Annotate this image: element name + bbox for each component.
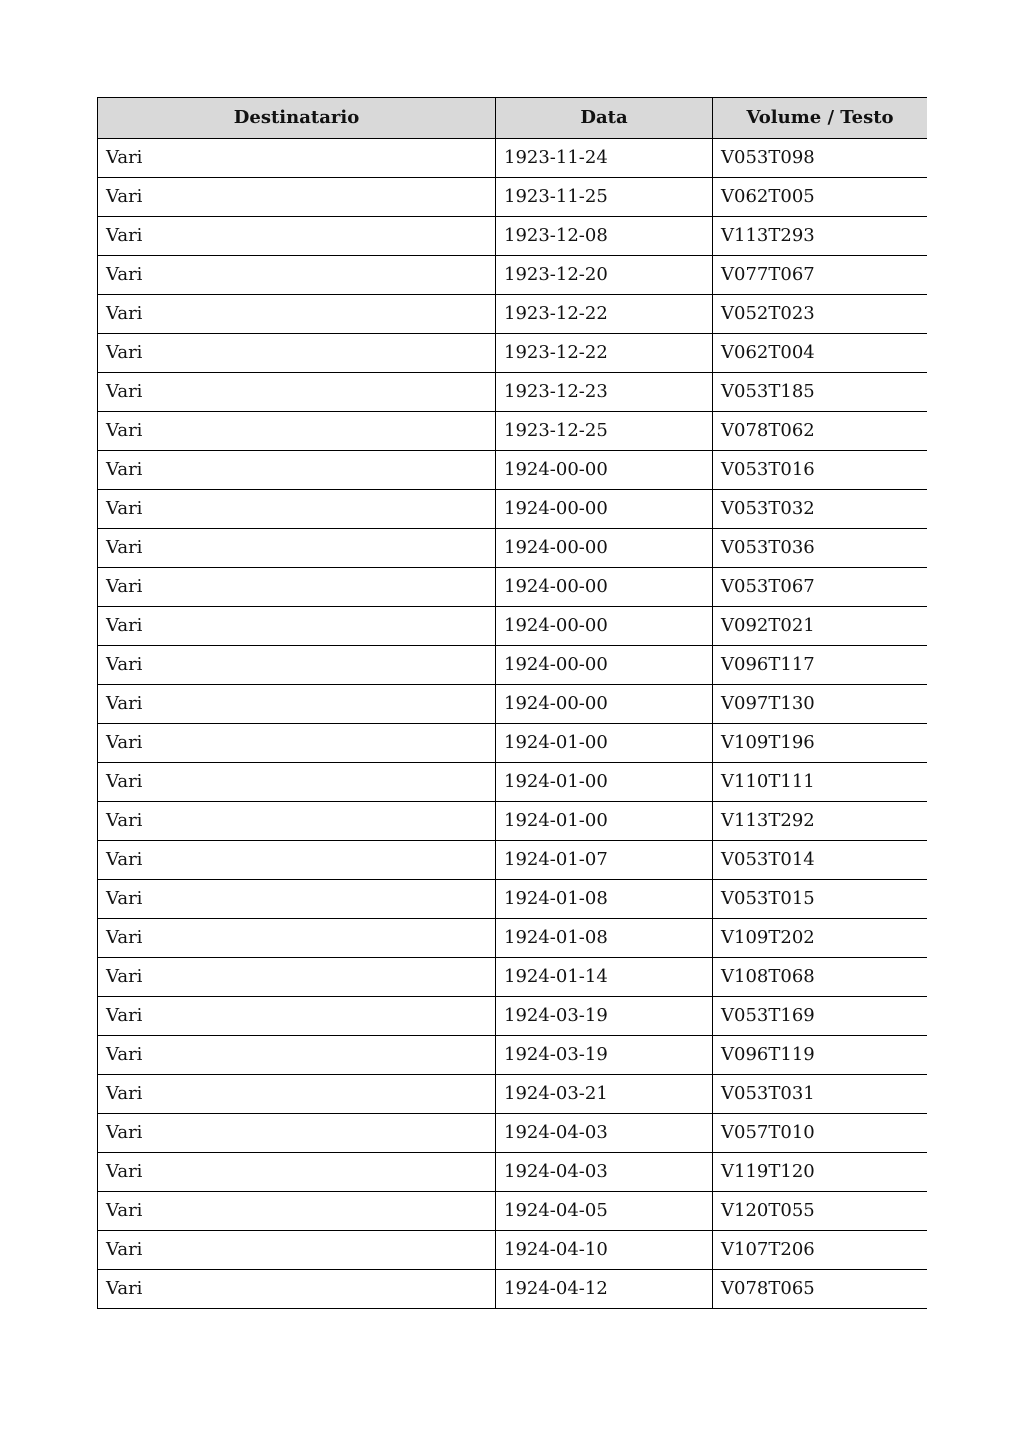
cell-data: 1924-00-00 xyxy=(496,646,713,685)
cell-volume-testo: V053T014 xyxy=(713,841,928,880)
cell-destinatario: Vari xyxy=(98,178,496,217)
cell-volume-testo: V096T117 xyxy=(713,646,928,685)
cell-data: 1924-01-00 xyxy=(496,763,713,802)
cell-data: 1924-00-00 xyxy=(496,607,713,646)
cell-volume-testo: V113T293 xyxy=(713,217,928,256)
cell-destinatario: Vari xyxy=(98,490,496,529)
table-row xyxy=(98,958,928,997)
table-row xyxy=(98,529,928,568)
cell-data: 1924-03-19 xyxy=(496,997,713,1036)
header-destinatario: Destinatario xyxy=(98,98,496,139)
header-volume-testo: Volume / Testo xyxy=(713,98,928,139)
cell-volume-testo: V078T062 xyxy=(713,412,928,451)
table-row xyxy=(98,568,928,607)
table-row xyxy=(98,607,928,646)
cell-volume-testo: V053T032 xyxy=(713,490,928,529)
table-body xyxy=(98,139,928,1309)
cell-destinatario: Vari xyxy=(98,529,496,568)
table-row xyxy=(98,1075,928,1114)
cell-destinatario: Vari xyxy=(98,295,496,334)
cell-volume-testo: V053T098 xyxy=(713,139,928,178)
table-row xyxy=(98,997,928,1036)
cell-volume-testo: V053T067 xyxy=(713,568,928,607)
cell-volume-testo: V057T010 xyxy=(713,1114,928,1153)
cell-destinatario: Vari xyxy=(98,958,496,997)
cell-data: 1924-00-00 xyxy=(496,568,713,607)
cell-destinatario: Vari xyxy=(98,334,496,373)
cell-destinatario: Vari xyxy=(98,451,496,490)
cell-data: 1924-00-00 xyxy=(496,451,713,490)
cell-destinatario: Vari xyxy=(98,256,496,295)
cell-data: 1924-04-03 xyxy=(496,1153,713,1192)
letters-table xyxy=(97,97,927,1309)
cell-data: 1924-01-00 xyxy=(496,802,713,841)
cell-destinatario: Vari xyxy=(98,1153,496,1192)
cell-data: 1924-00-00 xyxy=(496,529,713,568)
cell-data: 1923-12-20 xyxy=(496,256,713,295)
cell-destinatario: Vari xyxy=(98,1036,496,1075)
cell-volume-testo: V062T005 xyxy=(713,178,928,217)
table-row xyxy=(98,139,928,178)
cell-data: 1924-03-21 xyxy=(496,1075,713,1114)
cell-volume-testo: V120T055 xyxy=(713,1192,928,1231)
table-row xyxy=(98,217,928,256)
cell-destinatario: Vari xyxy=(98,139,496,178)
table-row xyxy=(98,256,928,295)
cell-data: 1923-12-23 xyxy=(496,373,713,412)
cell-destinatario: Vari xyxy=(98,685,496,724)
cell-destinatario: Vari xyxy=(98,1114,496,1153)
cell-data: 1923-11-24 xyxy=(496,139,713,178)
table-container xyxy=(97,97,927,1312)
cell-volume-testo: V108T068 xyxy=(713,958,928,997)
cell-volume-testo: V107T206 xyxy=(713,1231,928,1270)
cell-destinatario: Vari xyxy=(98,1231,496,1270)
cell-destinatario: Vari xyxy=(98,919,496,958)
table-row xyxy=(98,1036,928,1075)
table-row xyxy=(98,685,928,724)
cell-volume-testo: V109T196 xyxy=(713,724,928,763)
table-row xyxy=(98,1231,928,1270)
cell-destinatario: Vari xyxy=(98,646,496,685)
cell-destinatario: Vari xyxy=(98,412,496,451)
cell-data: 1924-04-10 xyxy=(496,1231,713,1270)
cell-destinatario: Vari xyxy=(98,217,496,256)
cell-volume-testo: V053T015 xyxy=(713,880,928,919)
table-row xyxy=(98,1153,928,1192)
table-row xyxy=(98,646,928,685)
table-row xyxy=(98,295,928,334)
cell-volume-testo: V062T004 xyxy=(713,334,928,373)
cell-data: 1923-11-25 xyxy=(496,178,713,217)
table-row xyxy=(98,178,928,217)
table-row xyxy=(98,451,928,490)
table-row xyxy=(98,802,928,841)
table-row xyxy=(98,724,928,763)
table-row xyxy=(98,334,928,373)
cell-data: 1924-04-05 xyxy=(496,1192,713,1231)
cell-data: 1923-12-08 xyxy=(496,217,713,256)
cell-destinatario: Vari xyxy=(98,841,496,880)
cell-volume-testo: V092T021 xyxy=(713,607,928,646)
cell-volume-testo: V053T031 xyxy=(713,1075,928,1114)
table-row xyxy=(98,1114,928,1153)
cell-data: 1924-03-19 xyxy=(496,1036,713,1075)
cell-volume-testo: V077T067 xyxy=(713,256,928,295)
cell-volume-testo: V053T036 xyxy=(713,529,928,568)
cell-volume-testo: V110T111 xyxy=(713,763,928,802)
cell-data: 1924-01-08 xyxy=(496,880,713,919)
cell-destinatario: Vari xyxy=(98,607,496,646)
cell-data: 1924-01-07 xyxy=(496,841,713,880)
cell-volume-testo: V053T016 xyxy=(713,451,928,490)
cell-volume-testo: V096T119 xyxy=(713,1036,928,1075)
cell-data: 1923-12-25 xyxy=(496,412,713,451)
cell-destinatario: Vari xyxy=(98,724,496,763)
table-header-row xyxy=(98,98,928,139)
cell-volume-testo: V053T169 xyxy=(713,997,928,1036)
cell-data: 1924-01-14 xyxy=(496,958,713,997)
cell-data: 1924-01-00 xyxy=(496,724,713,763)
cell-volume-testo: V078T065 xyxy=(713,1270,928,1309)
table-row xyxy=(98,919,928,958)
cell-data: 1923-12-22 xyxy=(496,334,713,373)
table-row xyxy=(98,880,928,919)
cell-data: 1924-04-03 xyxy=(496,1114,713,1153)
table-row xyxy=(98,373,928,412)
cell-destinatario: Vari xyxy=(98,373,496,412)
table-row xyxy=(98,763,928,802)
cell-destinatario: Vari xyxy=(98,763,496,802)
table-row xyxy=(98,1270,928,1309)
cell-volume-testo: V052T023 xyxy=(713,295,928,334)
cell-volume-testo: V109T202 xyxy=(713,919,928,958)
cell-destinatario: Vari xyxy=(98,802,496,841)
cell-data: 1924-00-00 xyxy=(496,490,713,529)
table-row xyxy=(98,1192,928,1231)
cell-destinatario: Vari xyxy=(98,1075,496,1114)
cell-destinatario: Vari xyxy=(98,568,496,607)
cell-destinatario: Vari xyxy=(98,997,496,1036)
cell-destinatario: Vari xyxy=(98,1270,496,1309)
cell-volume-testo: V097T130 xyxy=(713,685,928,724)
cell-volume-testo: V113T292 xyxy=(713,802,928,841)
table-row xyxy=(98,841,928,880)
header-data: Data xyxy=(496,98,713,139)
cell-data: 1924-01-08 xyxy=(496,919,713,958)
cell-data: 1924-04-12 xyxy=(496,1270,713,1309)
cell-data: 1924-00-00 xyxy=(496,685,713,724)
cell-volume-testo: V119T120 xyxy=(713,1153,928,1192)
cell-data: 1923-12-22 xyxy=(496,295,713,334)
cell-volume-testo: V053T185 xyxy=(713,373,928,412)
cell-destinatario: Vari xyxy=(98,1192,496,1231)
cell-destinatario: Vari xyxy=(98,880,496,919)
table-row xyxy=(98,412,928,451)
table-row xyxy=(98,490,928,529)
